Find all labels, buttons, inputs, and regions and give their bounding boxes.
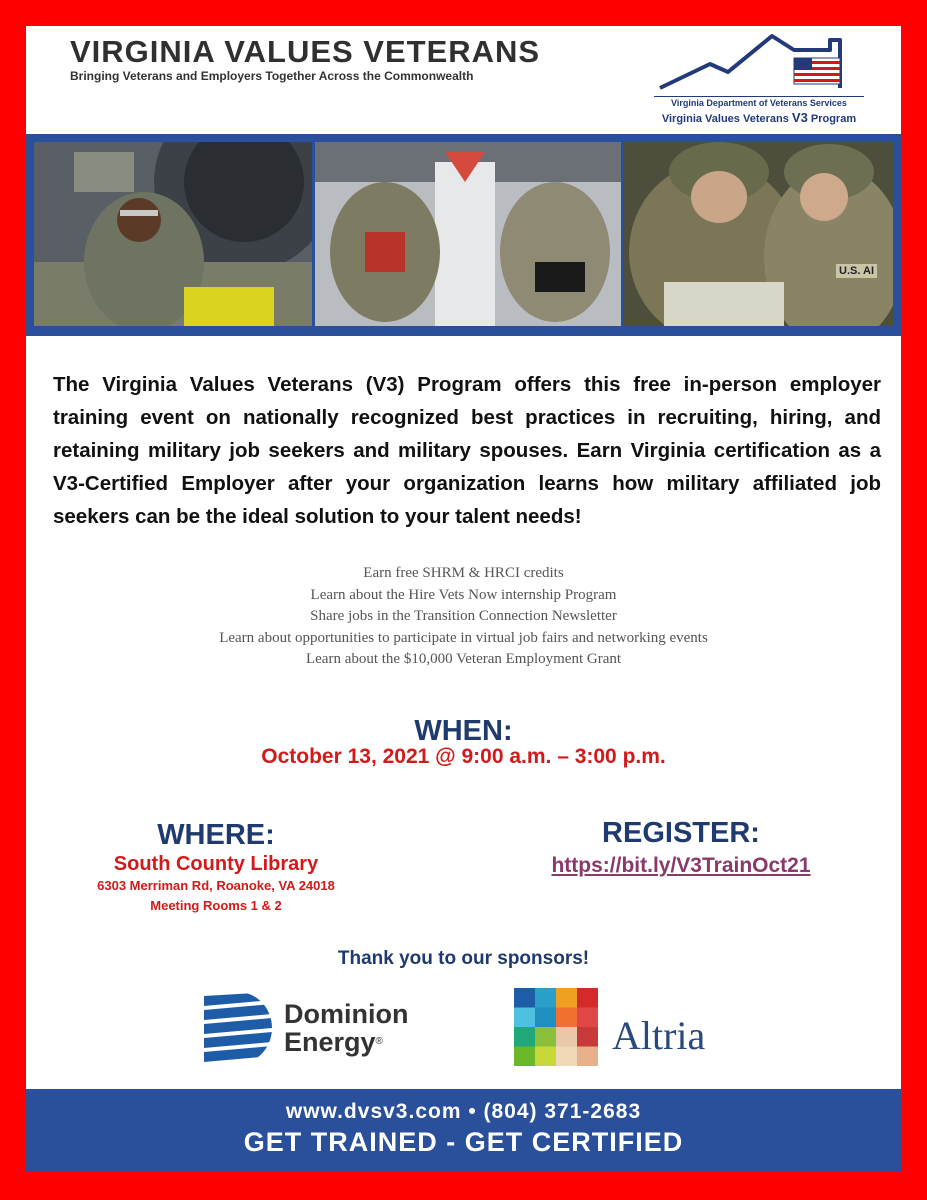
register-section xyxy=(496,816,866,880)
benefit-item: Share jobs in the Transition Connection Newsletter xyxy=(310,608,617,624)
sponsors-title: Thank you to our sponsors! xyxy=(337,948,590,969)
header xyxy=(26,26,901,134)
where-section xyxy=(66,818,366,916)
benefit-item: Learn about the Hire Vets Now internship Program xyxy=(310,586,617,603)
intro-paragraph: The Virginia Values Veterans (V3) Program offers this free in-person employer training event on nationally recognized best practices in recruiting, hiring, and retaining military job seekers and military spouses. Earn Virginia certification as a V3-Certified Employer after your organization learns how military affiliated job seekers can be the ideal solution to your talent needs! xyxy=(53,373,881,528)
benefit-item: Learn about the $10,000 Veteran Employment Grant xyxy=(305,651,622,667)
register-label: REGISTER: xyxy=(602,817,760,849)
dvs-logo xyxy=(654,28,864,128)
mountain-flag-icon xyxy=(654,28,864,94)
brand-title: VIRGINIA VALUES VETERANS xyxy=(70,34,541,69)
benefit-item: Learn about opportunities to participate in virtual job fairs and networking events xyxy=(219,629,708,646)
soldiers-working-on-rotor-photo xyxy=(315,142,621,326)
dominion-energy-name: Dominion Energy® xyxy=(284,999,409,1057)
brand-tagline: Bringing Veterans and Employers Together Across the Commonwealth xyxy=(70,69,474,83)
footer-band xyxy=(26,1089,901,1172)
footer-contact: www.dvsv3.com • (804) 371-2683 xyxy=(285,1100,642,1123)
dominion-energy-icon xyxy=(204,992,272,1064)
when-label: WHEN: xyxy=(414,715,513,747)
photo-band xyxy=(26,134,901,336)
dominion-energy-logo xyxy=(204,992,444,1067)
where-label: WHERE: xyxy=(157,819,275,851)
venue-name: South County Library xyxy=(113,853,319,875)
altria-name: Altria xyxy=(612,1013,706,1058)
benefits-list xyxy=(26,563,901,671)
altria-mosaic-icon xyxy=(514,988,598,1066)
venue-room: Meeting Rooms 1 & 2 xyxy=(150,898,282,913)
airman-repairing-engine-photo xyxy=(34,142,312,326)
flyer-page xyxy=(26,26,901,1172)
dvs-logo-line2: Virginia Values Veterans V3 Program xyxy=(661,110,857,125)
when-value: October 13, 2021 @ 9:00 a.m. – 3:00 p.m. xyxy=(261,745,666,768)
soldiers-reading-map-photo xyxy=(624,142,893,326)
footer-slogan: GET TRAINED - GET CERTIFIED xyxy=(243,1127,684,1157)
altria-logo xyxy=(514,988,754,1070)
us-army-badge: U.S. AI xyxy=(836,264,877,278)
register-link[interactable]: https://bit.ly/V3TrainOct21 xyxy=(551,854,811,877)
venue-address: 6303 Merriman Rd, Roanoke, VA 24018 xyxy=(97,878,335,893)
dvs-logo-line1: Virginia Department of Veterans Services xyxy=(654,96,864,108)
benefit-item: Earn free SHRM & HRCI credits xyxy=(363,565,564,581)
